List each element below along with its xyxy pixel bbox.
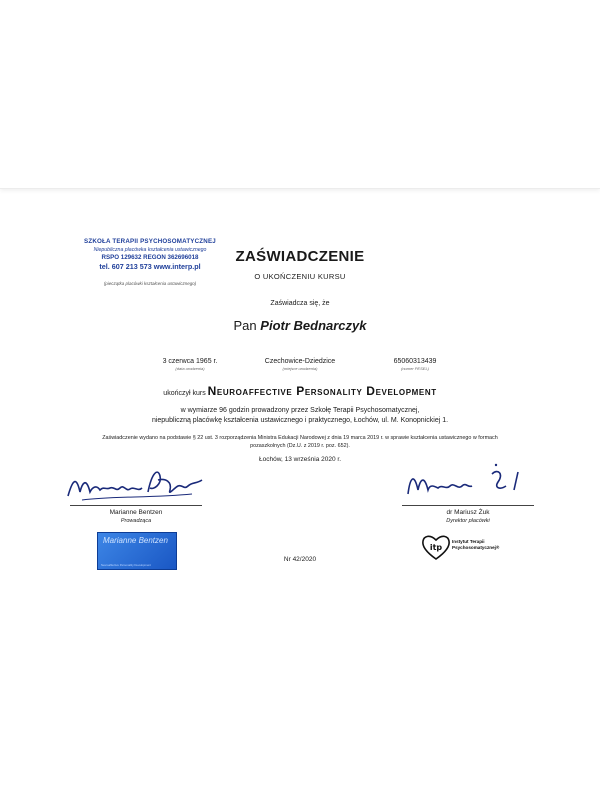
stamp-contact: tel. 607 213 573 www.interp.pl [99, 262, 201, 271]
document-title: ZAŚWIADCZENIE [235, 248, 365, 265]
legal-basis-line1: Zaświadczenie wydano na podstawie § 22 ust. 3 rozporządzenia Ministra Edukacji Narodowej z dnia 19 marca 2019 r. w sprawie kształcenia ustawicznego w formach [102, 435, 498, 441]
birth-date-value: 3 czerwca 1965 r. [162, 358, 218, 365]
marianne-bentzen-logo [97, 532, 177, 570]
pesel-field [365, 358, 465, 371]
birth-date-field [140, 358, 240, 371]
course-details-line1: w wymiarze 96 godzin prowadzony przez Szkołę Terapii Psychosomatycznej, [180, 407, 420, 414]
recipient-line [150, 318, 450, 333]
place-date: Łochów, 13 września 2020 r. [258, 456, 342, 463]
course-details [100, 406, 500, 426]
itp-mark: itp [429, 543, 443, 552]
birth-place-caption: (miejsce urodzenia) [282, 366, 318, 371]
stamp-school-type: Niepubliczna placówka kształcenia ustawicznego [93, 247, 207, 253]
legal-basis-line2: pozaszkolnych (Dz.U. z 2019 r. poz. 652). [250, 443, 350, 449]
recipient-name: Piotr Bednarczyk [260, 318, 367, 333]
certificate-number: Nr 42/2020 [283, 556, 317, 563]
stamp-caption: (pieczątka placówki kształcenia ustawicznego) [103, 281, 197, 286]
bottom-page-margin [0, 628, 600, 800]
stamp-school-name: SZKOŁA TERAPII PSYCHOSOMATYCZNEJ [84, 238, 216, 245]
birth-place-field [250, 358, 350, 371]
left-signatory-name: Marianne Bentzen [109, 509, 163, 516]
course-prefix: ukończył kurs [163, 390, 206, 397]
course-details-line2: niepubliczną placówkę kształcenia ustawicznego i praktycznego, Łochów, ul. M. Konopnickiej 1. [151, 417, 449, 424]
left-signature-line [70, 505, 202, 506]
right-signatory-role: Dyrektor placówki [446, 518, 490, 524]
logo-left-text: Marianne Bentzen [103, 536, 168, 545]
recipient-prefix: Pan [233, 318, 257, 333]
left-signatory-role: Prowadząca [120, 518, 152, 524]
course-line [120, 384, 480, 398]
itp-logo-text: Instytut Terapii Psychosomatycznej® [452, 539, 500, 550]
birth-place-value: Czechowice-Dziedzice [264, 358, 336, 365]
right-signature-line [402, 505, 534, 506]
certifies-text: Zaświadcza się, że [270, 300, 330, 307]
document-subtitle: O UKOŃCZENIU KURSU [254, 272, 346, 281]
pesel-caption: (numer PESEL) [400, 366, 429, 371]
legal-basis [60, 434, 540, 450]
itp-heart-logo [420, 532, 452, 562]
school-stamp [70, 238, 230, 271]
birth-date-caption: (data urodzenia) [175, 366, 205, 371]
left-signature-graphic [62, 462, 212, 506]
course-name: Neuroaffective Personality Development [207, 384, 437, 398]
logo-left-subtext: Neuroaffective Personality Development [101, 563, 151, 567]
right-signatory-name: dr Mariusz Żuk [446, 509, 490, 516]
pesel-value: 65060313439 [393, 358, 437, 365]
top-page-margin [0, 0, 600, 189]
right-signature-graphic [400, 460, 530, 504]
stamp-registry: RSPO 129632 REGON 362696018 [101, 254, 199, 261]
